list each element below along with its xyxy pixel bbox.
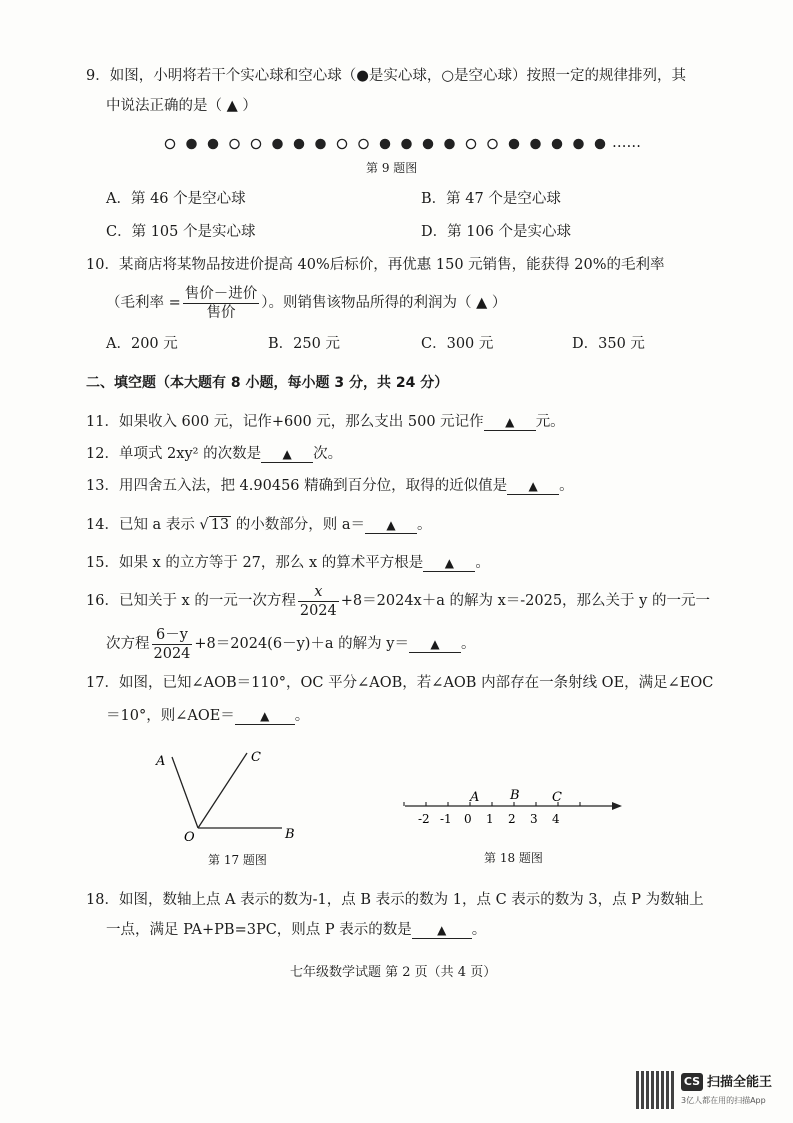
- q17-answer-blank[interactable]: [235, 708, 295, 725]
- q9-option-d: D．第 106 个是实心球: [421, 224, 572, 240]
- q18-after: 。: [471, 922, 487, 938]
- q16-fraction-2-num: 6－y: [152, 626, 193, 645]
- figure-18-number-line: [400, 785, 630, 827]
- q16-pre: 16．已知关于 x 的一元一次方程: [86, 593, 296, 609]
- q18-line1: 18．如图，数轴上点 A 表示的数为-1，点 B 表示的数为 1，点 C 表示的数为 3，点 P 为数轴上: [86, 892, 704, 908]
- hollow-ball: [488, 139, 497, 148]
- q15-after: 。: [475, 555, 490, 571]
- q13-after: 。: [559, 478, 574, 494]
- q10-option-b: B．250 元: [268, 336, 340, 352]
- q16-answer-blank[interactable]: [409, 636, 461, 653]
- q16-line2-pre: 次方程: [106, 636, 150, 652]
- label-o: O: [184, 830, 195, 845]
- solid-ball: [509, 139, 518, 148]
- q9-ellipsis: ……: [612, 135, 641, 151]
- q9-ball-pattern: [160, 134, 650, 154]
- solid-ball: [552, 139, 561, 148]
- q9-caption: 第 9 题图: [366, 161, 418, 175]
- page-footer: 七年级数学试题 第 2 页（共 4 页）: [290, 965, 497, 980]
- q18-line2-text: 一点，满足 PA+PB=3PC，则点 P 表示的数是: [106, 922, 412, 938]
- q15-answer-blank[interactable]: [423, 555, 475, 572]
- hollow-ball: [230, 139, 239, 148]
- q10-post: ）。则销售该物品所得的利润为（ ▲ ）: [261, 295, 507, 311]
- solid-ball: [445, 139, 454, 148]
- q14-pre: 14．已知 a 表示: [86, 517, 195, 533]
- tick-label-m1: -1: [440, 812, 452, 826]
- figure-17-caption: 第 17 题图: [208, 853, 267, 867]
- q16-mid: +8＝2024x＋a 的解为 x＝-2025，那么关于 y 的一元一: [340, 593, 710, 609]
- ray-oa: [172, 757, 198, 828]
- q14-radicand: 13: [210, 517, 230, 533]
- arrow-head: [612, 802, 622, 810]
- q10-option-d: D．350 元: [572, 336, 645, 352]
- q18-answer-blank[interactable]: [412, 922, 472, 939]
- hollow-ball: [251, 139, 260, 148]
- solid-ball: [531, 139, 540, 148]
- section-heading: 二、填空题（本大题有 8 小题，每小题 3 分，共 24 分）: [86, 375, 449, 391]
- q15-blank-mark: ▲: [444, 556, 454, 570]
- solid-ball: [574, 139, 583, 148]
- q10-fraction-num: 售价－进价: [184, 285, 258, 302]
- q10-line2: [106, 284, 506, 322]
- tick-label-2: 2: [508, 812, 516, 826]
- q14: 14．已知 a 表示 √ 13 的小数部分，则 a＝ ▲ 。: [86, 517, 432, 533]
- q16-fraction-2: [152, 626, 193, 663]
- hollow-ball: [466, 139, 475, 148]
- solid-ball: [208, 139, 217, 148]
- solid-ball: [316, 139, 325, 148]
- q16-after: 。: [460, 636, 476, 652]
- q11: [86, 412, 565, 432]
- hollow-ball: [359, 139, 368, 148]
- qr-code-icon: [636, 1071, 674, 1109]
- q15-text: 15．如果 x 的立方等于 27，那么 x 的算术平方根是: [86, 555, 424, 571]
- q18-blank-mark: ▲: [437, 923, 447, 937]
- q16-line2: [106, 625, 475, 663]
- figure-18-caption: 第 18 题图: [484, 851, 543, 865]
- q17-line2: [106, 706, 309, 726]
- q16-fraction-1-den: 2024: [299, 602, 337, 619]
- scanner-tagline: 3亿人都在用的扫描App: [681, 1096, 766, 1105]
- q13: [86, 476, 574, 496]
- q9-option-b: B．第 47 个是空心球: [421, 191, 561, 207]
- solid-ball: [187, 139, 196, 148]
- cs-logo-icon: CS: [681, 1073, 703, 1091]
- tick-label-3: 3: [530, 812, 538, 826]
- solid-ball: [380, 139, 389, 148]
- q17-line1: 17．如图，已知∠AOB＝110°，OC 平分∠AOB，若∠AOB 内部存在一条射线 OE，满足∠EOC: [86, 675, 714, 691]
- solid-ball: [595, 139, 604, 148]
- q10-fraction-den: 售价: [206, 304, 236, 321]
- q13-blank-mark: ▲: [528, 479, 538, 493]
- q16-fraction-1: [298, 583, 339, 620]
- q11-text: 11．如果收入 600 元，记作+600 元，那么支出 500 元记作: [86, 414, 484, 430]
- solid-ball: [402, 139, 411, 148]
- q10-pre: （毛利率 =: [106, 295, 181, 311]
- q9-line1: 9．如图，小明将若干个实心球和空心球（●是实心球，○是空心球）按照一定的规律排列，其: [86, 68, 687, 84]
- tick-label-4: 4: [552, 812, 560, 826]
- q18-line2: [106, 920, 486, 940]
- solid-ball: [273, 139, 282, 148]
- q12-blank-mark: ▲: [282, 447, 292, 461]
- q9-line2: 中说法正确的是（ ▲ ）: [106, 98, 257, 114]
- figure-17: [150, 745, 310, 845]
- point-b-label: B: [510, 788, 520, 803]
- q10-option-c: C．300 元: [421, 336, 494, 352]
- tick-label-0: 0: [464, 812, 472, 826]
- q14-after: 。: [417, 517, 432, 533]
- q14-post: 的小数部分，则 a＝: [235, 517, 366, 533]
- q14-blank-mark: ▲: [386, 518, 396, 532]
- q16-line1: [86, 582, 710, 620]
- q11-after: 元。: [535, 414, 565, 430]
- q16-fraction-1-num: x: [298, 583, 339, 602]
- q15: [86, 553, 490, 573]
- q13-text: 13．用四舍五入法，把 4.90456 精确到百分位，取得的近似值是: [86, 478, 508, 494]
- tick-label-m2: -2: [418, 812, 430, 826]
- q16-blank-mark: ▲: [430, 637, 440, 651]
- ray-oc: [198, 753, 247, 828]
- q17-blank-mark: ▲: [260, 709, 270, 723]
- q12-text: 12．单项式 2xy² 的次数是: [86, 446, 262, 462]
- solid-ball: [294, 139, 303, 148]
- q16-fraction-2-den: 2024: [153, 645, 191, 662]
- q9-option-c: C．第 105 个是实心球: [106, 224, 256, 240]
- q10-option-a: A．200 元: [106, 336, 178, 352]
- q14-answer-blank[interactable]: [365, 517, 417, 534]
- q16-line2-mid: +8＝2024(6－y)＋a 的解为 y＝: [194, 636, 409, 652]
- tick-label-1: 1: [486, 812, 494, 826]
- q9-option-a: A．第 46 个是空心球: [106, 191, 246, 207]
- q11-answer-blank[interactable]: [484, 414, 536, 431]
- q17-line2-text: ＝10°，则∠AOE＝: [106, 708, 235, 724]
- q10-fraction: [183, 285, 260, 322]
- hollow-ball: [337, 139, 346, 148]
- label-a: A: [156, 754, 166, 769]
- q12: [86, 444, 342, 464]
- point-c-label: C: [552, 790, 562, 805]
- label-b: B: [285, 827, 295, 842]
- hollow-ball: [165, 139, 174, 148]
- solid-ball: [423, 139, 432, 148]
- label-c: C: [251, 750, 261, 765]
- q10-line1: 10．某商店将某物品按进价提高 40%后标价，再优惠 150 元销售，能获得 20%的毛利率: [86, 257, 665, 273]
- point-a-label: A: [470, 790, 480, 805]
- q12-answer-blank[interactable]: [261, 446, 313, 463]
- q12-after: 次。: [313, 446, 343, 462]
- scanner-name: 扫描全能王: [707, 1075, 773, 1090]
- q17-after: 。: [294, 708, 310, 724]
- q13-answer-blank[interactable]: [507, 478, 559, 495]
- q11-blank-mark: ▲: [505, 415, 515, 429]
